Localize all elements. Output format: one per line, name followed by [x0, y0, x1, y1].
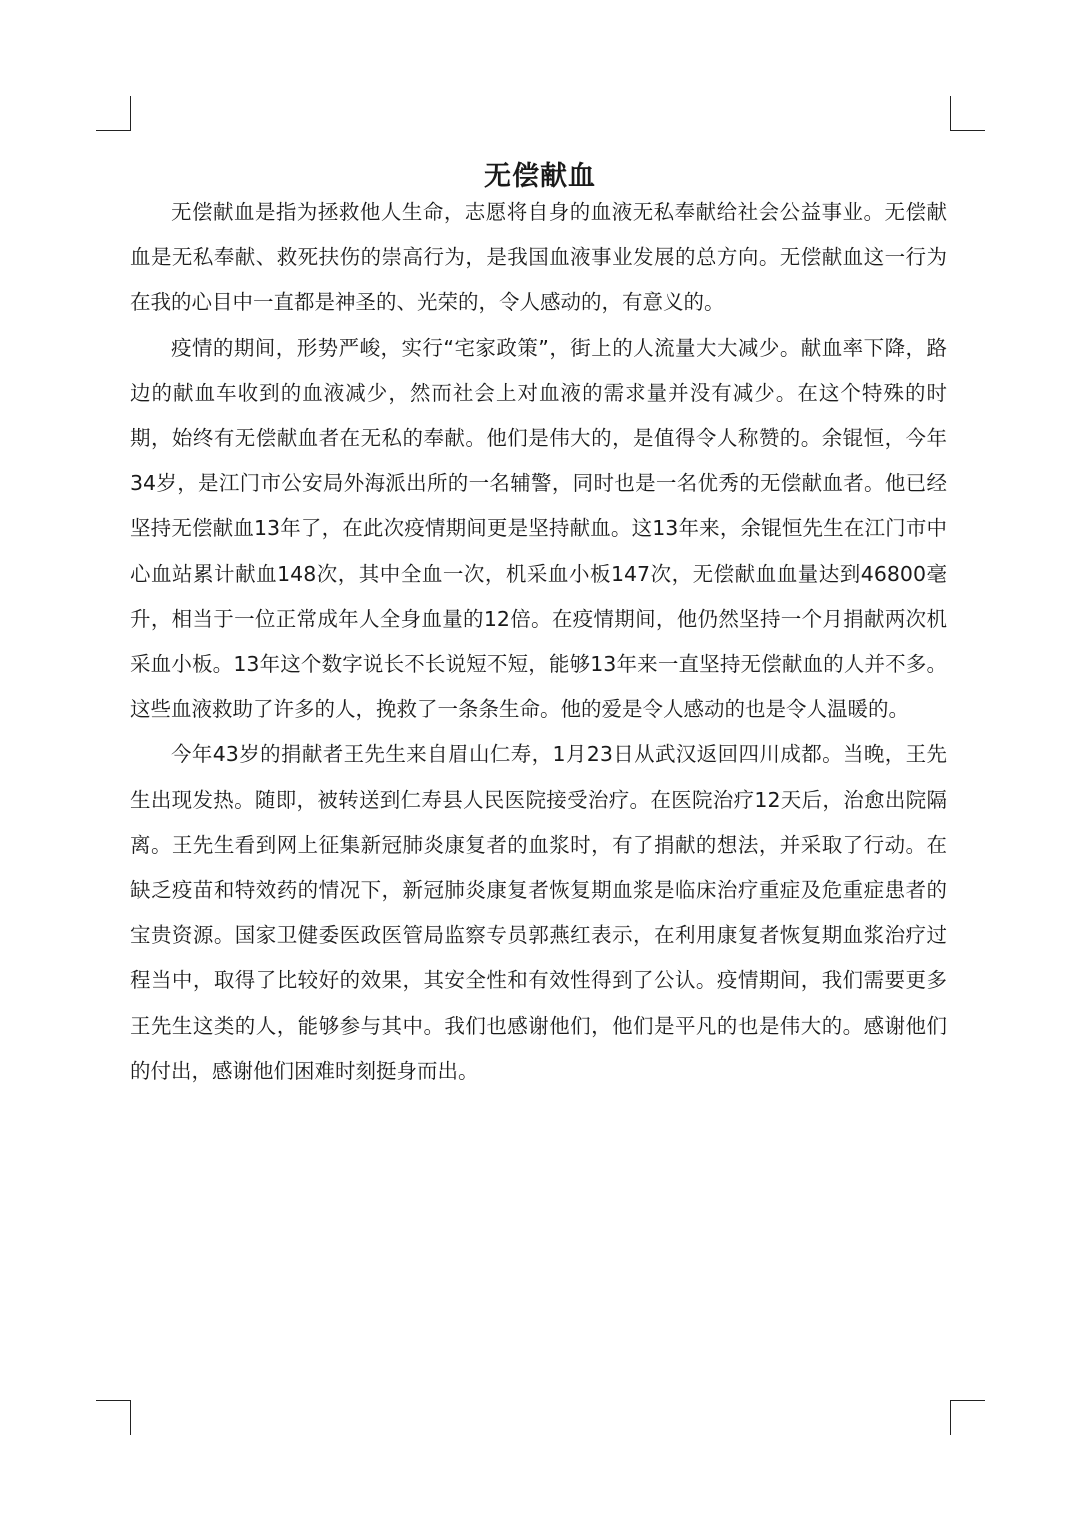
document-body	[130, 190, 947, 1094]
paragraph-intro: 无偿献血是指为拯救他人生命，志愿将自身的血液无私奉献给社会公益事业。无偿献血是无私奉献、救死扶伤的崇高行为，是我国血液事业发展的总方向。无偿献血这一行为在我的心目中一直都是神圣的、光荣的，令人感动的，有意义的。	[130, 200, 947, 315]
crop-mark-top-left	[96, 96, 131, 131]
crop-mark-top-right	[950, 96, 985, 131]
crop-mark-bottom-left	[96, 1400, 131, 1435]
page-title: 无偿献血	[484, 161, 596, 193]
paragraph-epidemic-donors: 疫情的期间，形势严峻，实行“宅家政策”，街上的人流量大大减少。献血率下降，路边的献血车收到的血液减少，然而社会上对血液的需求量并没有减少。在这个特殊的时期，始终有无偿献血者在无私的奉献。他们是伟大的，是值得令人称赞的。余锟恒，今年34岁，是江门市公安局外海派出所的一名辅警，同时也是一名优秀的无偿献血者。他已经坚持无偿献血13年了，在此次疫情期间更是坚持献血。这13年来，余锟恒先生在江门市中心血站累计献血148次，其中全血一次，机采血小板147次，无偿献血血量达到46800毫升，相当于一位正常成年人全身血量的12倍。在疫情期间，他仍然坚持一个月捐献两次机采血小板。13年这个数字说长不长说短不短，能够13年来一直坚持无偿献血的人并不多。这些血液救助了许多的人，挽救了一条条生命。他的爱是令人感动的也是令人温暖的。	[130, 335, 947, 722]
crop-mark-bottom-right	[950, 1400, 985, 1435]
paragraph-plasma-donor: 今年43岁的捐献者王先生来自眉山仁寿，1月23日从武汉返回四川成都。当晚，王先生出现发热。随即，被转送到仁寿县人民医院接受治疗。在医院治疗12天后，治愈出院隔离。王先生看到网上征集新冠肺炎康复者的血浆时，有了捐献的想法，并采取了行动。在缺乏疫苗和特效药的情况下，新冠肺炎康复者恢复期血浆是临床治疗重症及危重症患者的宝贵资源。国家卫健委医政医管局监察专员郭燕红表示，在利用康复者恢复期血浆治疗过程当中，取得了比较好的效果，其安全性和有效性得到了公认。疫情期间，我们需要更多王先生这类的人，能够参与其中。我们也感谢他们，他们是平凡的也是伟大的。感谢他们的付出，感谢他们困难时刻挺身而出。	[130, 742, 947, 1083]
